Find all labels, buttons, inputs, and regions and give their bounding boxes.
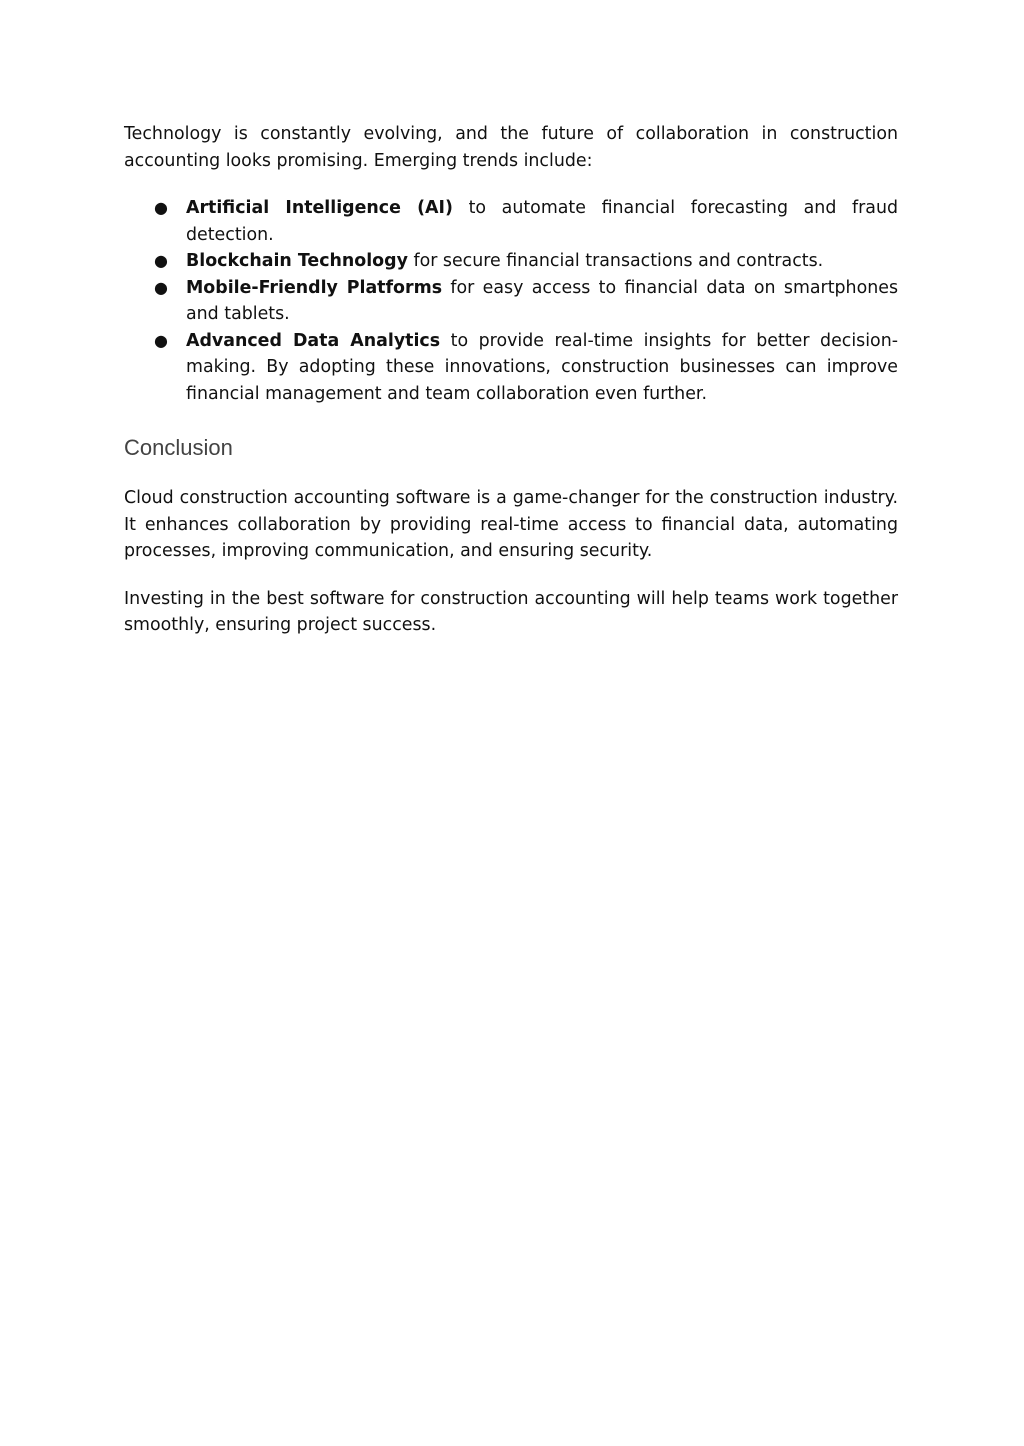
trend-term: Blockchain Technology [186,251,408,271]
conclusion-paragraph: Cloud construction accounting software is a game-changer for the construction industry. It enhances collaboration by providing real-time access to financial data, automating processes, improving communication, and ensuring security. [124,488,898,561]
bullet-icon: ● [154,198,168,217]
trend-text: to provide real-time insights for better decision-making. By adopting these innovations, construction businesses can improve financial management and team collaboration even further. [186,330,898,404]
intro-paragraph: Technology is constantly evolving, and the future of collaboration in construction accounting looks promising. Emerging trends include: [124,124,898,171]
bullet-icon: ● [154,277,168,297]
trend-text: to automate financial forecasting and fraud detection. [186,198,899,245]
trend-term: Advanced Data Analytics [186,330,441,351]
trend-text: for easy access to financial data on smartphones and tablets. [186,277,898,324]
trends-list [124,195,898,407]
list-item [124,195,898,248]
trend-term: Artificial Intelligence (AI) [186,198,453,218]
bullet-icon: ● [154,330,168,350]
document-page [124,121,898,639]
list-item [124,248,898,275]
trend-term: Mobile-Friendly Platforms [186,277,443,298]
bullet-icon: ● [154,251,168,270]
conclusion-heading: Conclusion [124,435,233,460]
list-item [124,328,898,408]
conclusion-paragraph: Investing in the best software for construction accounting will help teams work together smoothly, ensuring project success. [124,588,898,635]
list-item [124,275,898,328]
trend-text: for secure financial transactions and contracts. [407,251,824,271]
